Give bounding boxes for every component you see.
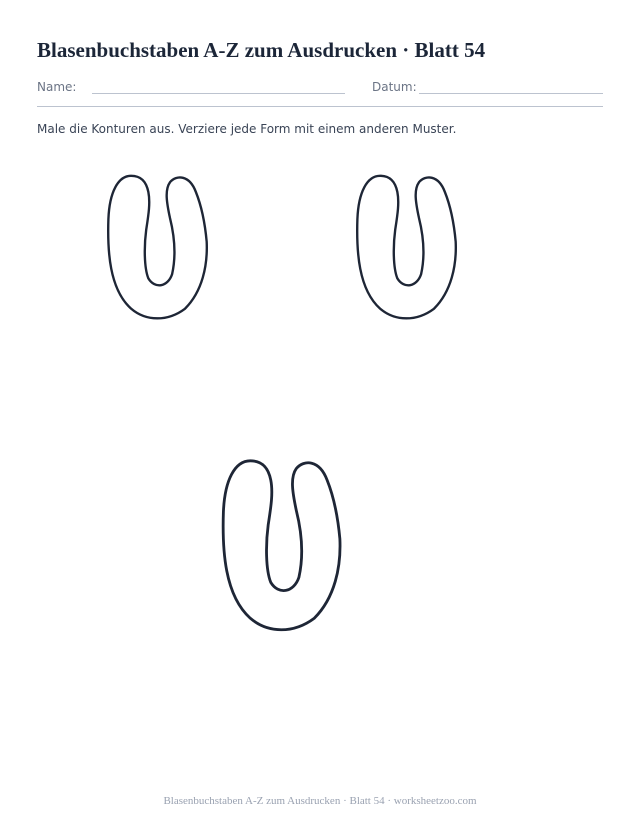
page-title: Blasenbuchstaben A-Z zum Ausdrucken · Blatt 54 xyxy=(37,38,486,62)
name-field[interactable] xyxy=(92,93,345,94)
bubble-letter-u[interactable] xyxy=(217,452,345,636)
bubble-letter-u[interactable] xyxy=(352,170,460,322)
page-footer: Blasenbuchstaben A-Z zum Ausdrucken · Blatt 54 · worksheetzoo.com xyxy=(163,795,477,807)
date-label: Datum: xyxy=(372,80,417,94)
bubble-letter-u[interactable] xyxy=(103,170,211,322)
header-divider xyxy=(37,106,603,107)
date-field[interactable] xyxy=(419,93,603,94)
header-fields xyxy=(37,80,603,100)
instructions-text: Male die Konturen aus. Verziere jede Form mit einem anderen Muster. xyxy=(37,122,457,136)
name-label: Name: xyxy=(37,80,77,94)
